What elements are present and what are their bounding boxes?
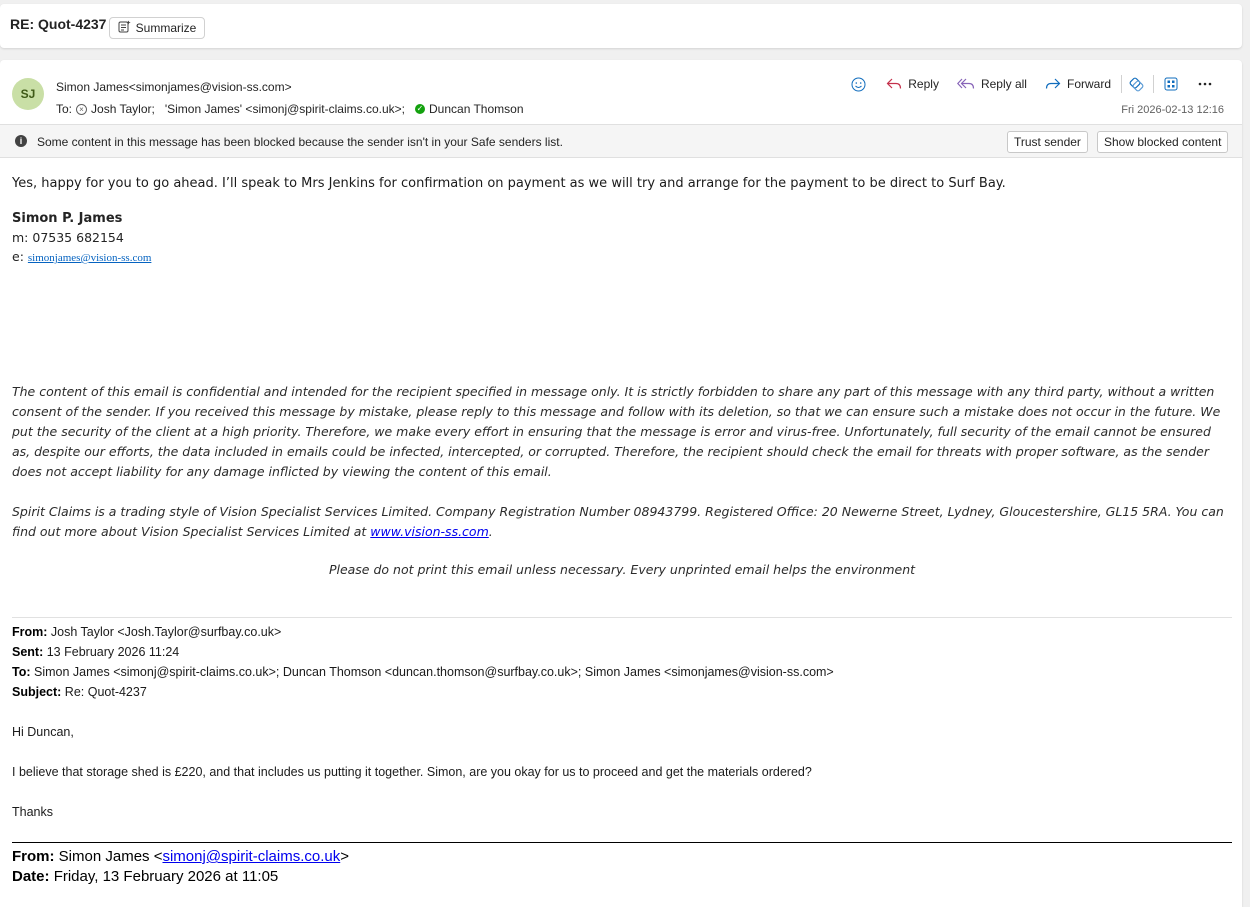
unavailable-status-icon: ×: [76, 104, 87, 115]
smiley-icon: [851, 77, 866, 92]
recipients-line: [56, 102, 524, 116]
blocked-message: Some content in this message has been blocked because the sender isn't in your Safe senders list.: [37, 135, 563, 149]
quoted-text: I believe that storage shed is £220, and that includes us putting it together. Simon, are you okay for us to proceed and get the materials ordered?: [12, 765, 812, 779]
available-status-icon: ✓: [416, 104, 424, 113]
quoted-sent: Sent: 13 February 2026 11:24: [12, 645, 180, 659]
reply-all-label: Reply all: [980, 77, 1027, 91]
apps-icon: [1164, 77, 1178, 91]
quoted2-date: Date: Friday, 13 February 2026 at 11:05: [12, 868, 279, 885]
message-date: Fri 2026-02-13 12:16: [1121, 104, 1224, 116]
divider: [1153, 75, 1154, 93]
more-icon: [1198, 82, 1212, 86]
quoted-greeting: Hi Duncan,: [12, 725, 74, 739]
summarize-button[interactable]: [109, 17, 205, 39]
recipient[interactable]: Duncan Thomson: [429, 102, 524, 116]
more-options-button[interactable]: [1198, 82, 1212, 86]
message-actions: [835, 74, 1212, 94]
show-blocked-content-button[interactable]: Show blocked content: [1097, 131, 1228, 153]
company-info: Spirit Claims is a trading style of Vision Specialist Services Limited. Company Registration Number 08943799. Registered Office: 20 Newerne Street, Lydney, Gloucestershire, GL15 5RA. You can find out more about Vision Specialist Services Limited at www.vision-ss.com.: [12, 504, 1224, 539]
recipient[interactable]: Josh Taylor;: [91, 102, 155, 116]
forward-icon: [1045, 77, 1061, 91]
quoted2-from: From: Simon James <simonj@spirit-claims.co.uk>: [12, 848, 349, 865]
print-note: Please do not print this email unless necessary. Every unprinted email helps the environment: [328, 562, 916, 577]
summarize-label: Summarize: [135, 21, 197, 35]
summarize-icon: [118, 20, 131, 36]
company-link[interactable]: www.vision-ss.com: [370, 524, 489, 539]
signature-email: e: simonjames@vision-ss.com: [12, 249, 152, 264]
subject-title: RE: Quot-4237: [10, 16, 107, 32]
to-label: To:: [56, 102, 73, 116]
avatar[interactable]: SJ: [12, 78, 44, 110]
quoted-to: To: Simon James <simonj@spirit-claims.co.uk>; Duncan Thomson <duncan.thomson@surfbay.co.uk>; Simon James <simonjames@vision-ss.com>: [12, 665, 834, 679]
reply-button[interactable]: [886, 77, 939, 91]
reply-icon: [886, 77, 902, 91]
loop-button[interactable]: [1128, 76, 1145, 93]
signature-name: Simon P. James: [12, 211, 123, 226]
quoted2-email-link[interactable]: simonj@spirit-claims.co.uk: [162, 848, 341, 865]
message-pane: [0, 60, 1242, 907]
emoji-react-button[interactable]: [851, 77, 866, 92]
forward-button[interactable]: [1045, 77, 1111, 91]
recipient[interactable]: 'Simon James' <simonj@spirit-claims.co.uk>;: [164, 102, 405, 116]
quoted-closing: Thanks: [12, 805, 53, 819]
reply-all-icon: [957, 77, 975, 91]
quoted-subject: Subject: Re: Quot-4237: [12, 685, 147, 699]
sender[interactable]: Simon James<simonjames@vision-ss.com>: [56, 80, 292, 94]
forward-label: Forward: [1066, 77, 1111, 91]
apps-button[interactable]: [1164, 77, 1178, 91]
reply-all-button[interactable]: [957, 77, 1027, 91]
main-text: Yes, happy for you to go ahead. I’ll speak to Mrs Jenkins for confirmation on payment as we will try and arrange for the payment to be direct to Surf Bay.: [12, 176, 1006, 191]
confidentiality-disclaimer: The content of this email is confidential and intended for the recipient specified in message only. It is strictly forbidden to share any part of this message with any third party, without a written consent of the sender. If you received this message by mistake, please reply to this message and follow with its deletion, so that we can ensure such a mistake does not occur in the future. We put the security of the client at a high priority. Therefore, we make every effort in ensuring that the message is error and virus-free. Unfortunately, full security of the email cannot be ensured as, despite our efforts, the data included in emails could be infected, intercepted, or corrupted. Therefore, the recipient should check the email for threats with proper software, as the sender does not accept liability for any damage inflicted by viewing the content of this email.: [12, 384, 1221, 479]
message-body: [12, 176, 1232, 887]
blocked-content-bar: [0, 124, 1242, 158]
trust-sender-button[interactable]: Trust sender: [1007, 131, 1088, 153]
subject-header: [0, 4, 1242, 48]
divider: [1121, 75, 1122, 93]
signature-email-link[interactable]: simonjames@vision-ss.com: [27, 252, 152, 264]
signature-mobile: m: 07535 682154: [12, 230, 124, 245]
loop-icon: [1128, 76, 1145, 93]
quoted-from: From: Josh Taylor <Josh.Taylor@surfbay.co.uk>: [12, 625, 282, 639]
info-icon: i: [15, 135, 27, 147]
reply-label: Reply: [908, 77, 939, 91]
